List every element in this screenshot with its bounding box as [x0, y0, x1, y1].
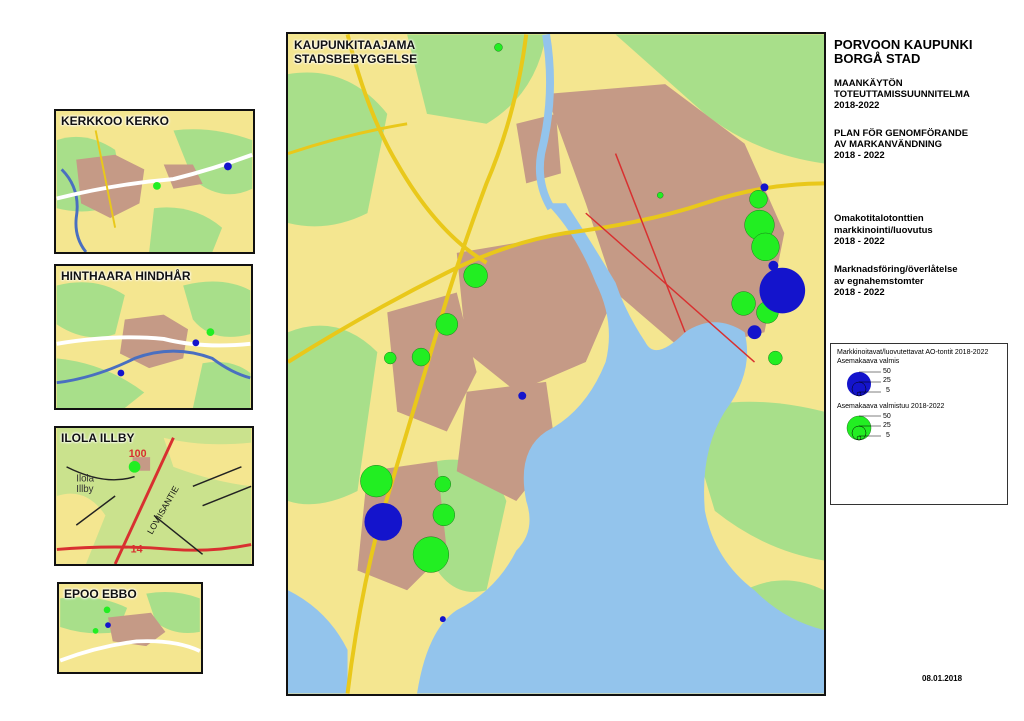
green-lot-marker	[104, 606, 111, 613]
blue-lot-marker	[105, 622, 111, 628]
blue-lot-marker	[224, 163, 232, 171]
legend-size-5: 5	[886, 387, 890, 394]
legend-size-25: 25	[883, 422, 891, 429]
legend-size-25: 25	[883, 377, 891, 384]
legend-size-50: 50	[883, 413, 891, 420]
road-label: LOVIISANTIE	[145, 484, 181, 536]
map-date: 08.01.2018	[922, 674, 963, 683]
blue-lot-marker	[118, 370, 125, 377]
legend-title: Markkinoitavat/luovutettavat AO-tontit 2018-2022	[837, 349, 989, 356]
hinthaara-map-graphic	[56, 266, 251, 408]
green-lot-marker	[207, 328, 215, 336]
road-number-label: 100	[128, 448, 147, 461]
kerkkoo-map-graphic	[56, 111, 253, 252]
ilola-map-graphic	[56, 428, 252, 564]
city-title: PORVOON KAUPUNKI BORGÅ STAD	[834, 37, 973, 66]
green-lot-marker	[129, 461, 141, 473]
inset-map-ilola[interactable]	[54, 426, 254, 566]
main-map-title: KAUPUNKITAAJAMA STADSBEBYGGELSE	[294, 38, 418, 66]
legend-size-5: 5	[886, 432, 890, 439]
inset-title-epoo: EPOO EBBO	[64, 587, 137, 601]
lots-title-fi: Omakotitalotonttien markkinointi/luovutus 2018 - 2022	[834, 213, 933, 247]
main-map-porvoo[interactable]	[286, 32, 826, 696]
plan-title-fi: MAANKÄYTÖN TOTEUTTAMISSUUNNITELMA 2018-2022	[834, 78, 970, 111]
plan-title-sv: PLAN FÖR GENOMFÖRANDE AV MARKANVÄNDNING 2018 - 2022	[834, 128, 969, 161]
inset-map-epoo[interactable]	[57, 582, 203, 674]
main-map-graphic	[288, 34, 824, 694]
inset-title-ilola: ILOLA ILLBY	[61, 431, 135, 445]
green-lot-marker	[93, 628, 99, 634]
legend-group1-label: Asemakaava valmis	[837, 358, 900, 365]
road-number-label: 14	[130, 543, 143, 556]
green-lot-marker	[153, 182, 161, 190]
legend-size-50: 50	[883, 368, 891, 375]
lots-title-sv: Marknadsföring/överlåtelse av egnahemstomter 2018 - 2022	[834, 264, 958, 298]
inset-title-kerkkoo: KERKKOO KERKO	[61, 114, 170, 128]
blue-lot-marker	[192, 339, 199, 346]
inset-title-hinthaara: HINTHAARA HINDHÅR	[61, 269, 191, 283]
inset-map-hinthaara[interactable]	[54, 264, 253, 410]
legend-group2-label: Asemakaava valmistuu 2018-2022	[837, 403, 945, 410]
inset-map-kerkkoo[interactable]	[54, 109, 255, 254]
place-label: Illby	[76, 484, 94, 496]
place-label: Ilola	[76, 473, 95, 485]
map-legend	[830, 343, 1008, 505]
